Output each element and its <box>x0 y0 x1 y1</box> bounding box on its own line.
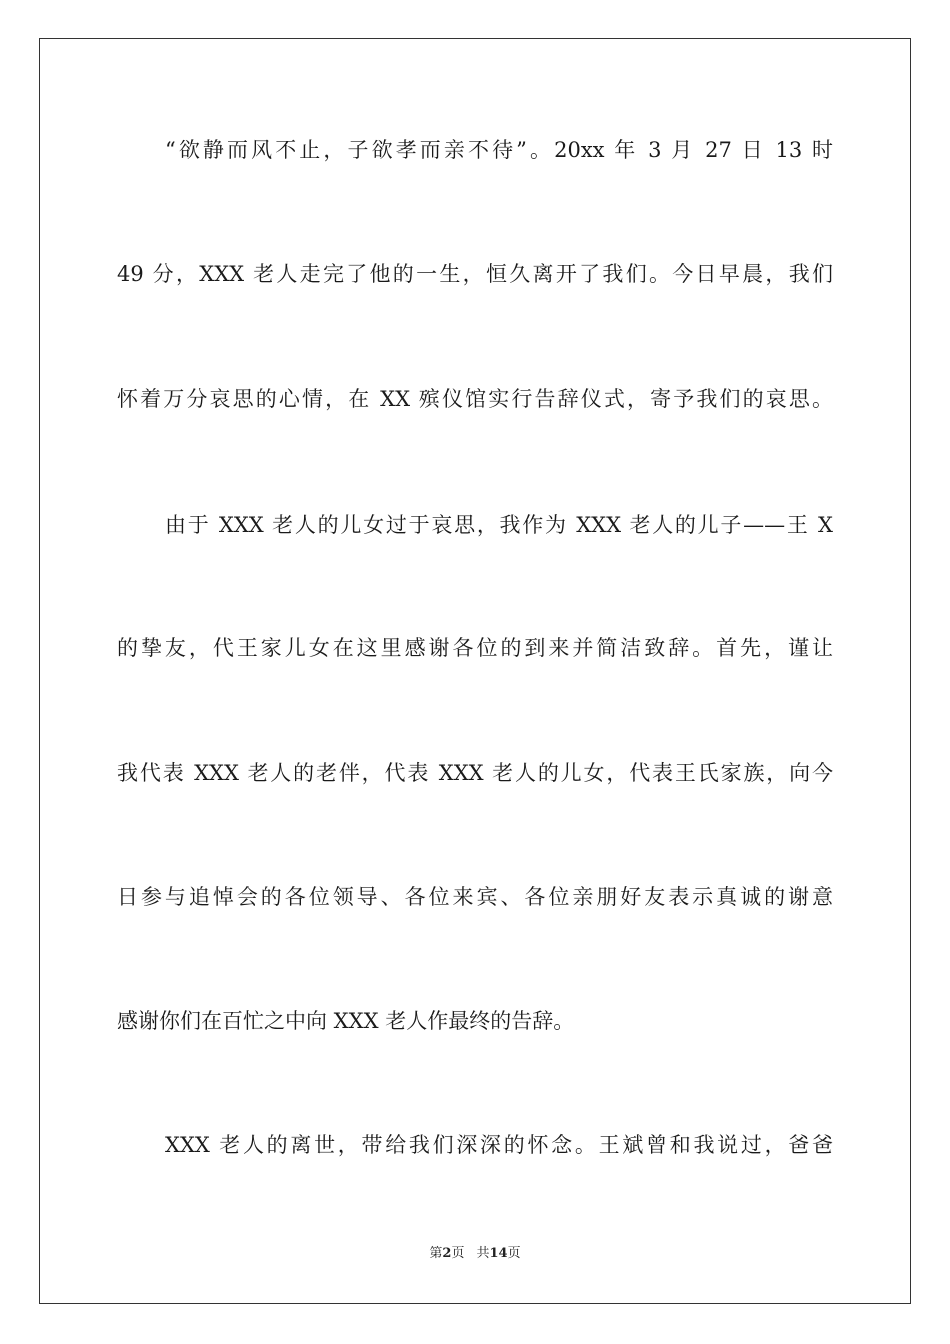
paragraph-3-line-1: XXX 老人的离世，带给我们深深的怀念。王斌曾和我说过，爸爸 <box>165 1133 833 1157</box>
total-pages: 14 <box>489 1246 508 1261</box>
paragraph-1-line-3: 怀着万分哀思的心情，在 XX 殡仪馆实行告辞仪式，寄予我们的哀思。 <box>117 387 833 411</box>
paragraph-2-line-4: 日参与追悼会的各位领导、各位来宾、各位亲朋好友表示真诚的谢意 <box>117 885 833 909</box>
paragraph-1-line-1: “欲静而风不止，子欲孝而亲不待”。20xx 年 3 月 27 日 13 时 <box>165 138 833 162</box>
page-number: 2 <box>442 1246 452 1261</box>
page-border <box>39 38 911 1304</box>
paragraph-2-line-1: 由于 XXX 老人的儿女过于哀思，我作为 XXX 老人的儿子——王 X <box>165 513 833 537</box>
paragraph-1-line-2: 49 分，XXX 老人走完了他的一生，恒久离开了我们。今日早晨，我们 <box>117 262 833 286</box>
paragraph-2-line-2: 的挚友，代王家儿女在这里感谢各位的到来并简洁致辞。首先，谨让 <box>117 636 833 660</box>
total-suffix: 页 <box>507 1246 521 1261</box>
paragraph-2-line-5: 感谢你们在百忙之中向 XXX 老人作最终的告辞。 <box>117 1009 575 1033</box>
page-footer <box>0 1245 950 1263</box>
page-prefix: 第 <box>429 1246 443 1261</box>
paragraph-2-line-3: 我代表 XXX 老人的老伴，代表 XXX 老人的儿女，代表王氏家族，向今 <box>117 761 833 785</box>
page-suffix: 页 <box>451 1246 465 1261</box>
total-prefix: 共 <box>476 1246 490 1261</box>
